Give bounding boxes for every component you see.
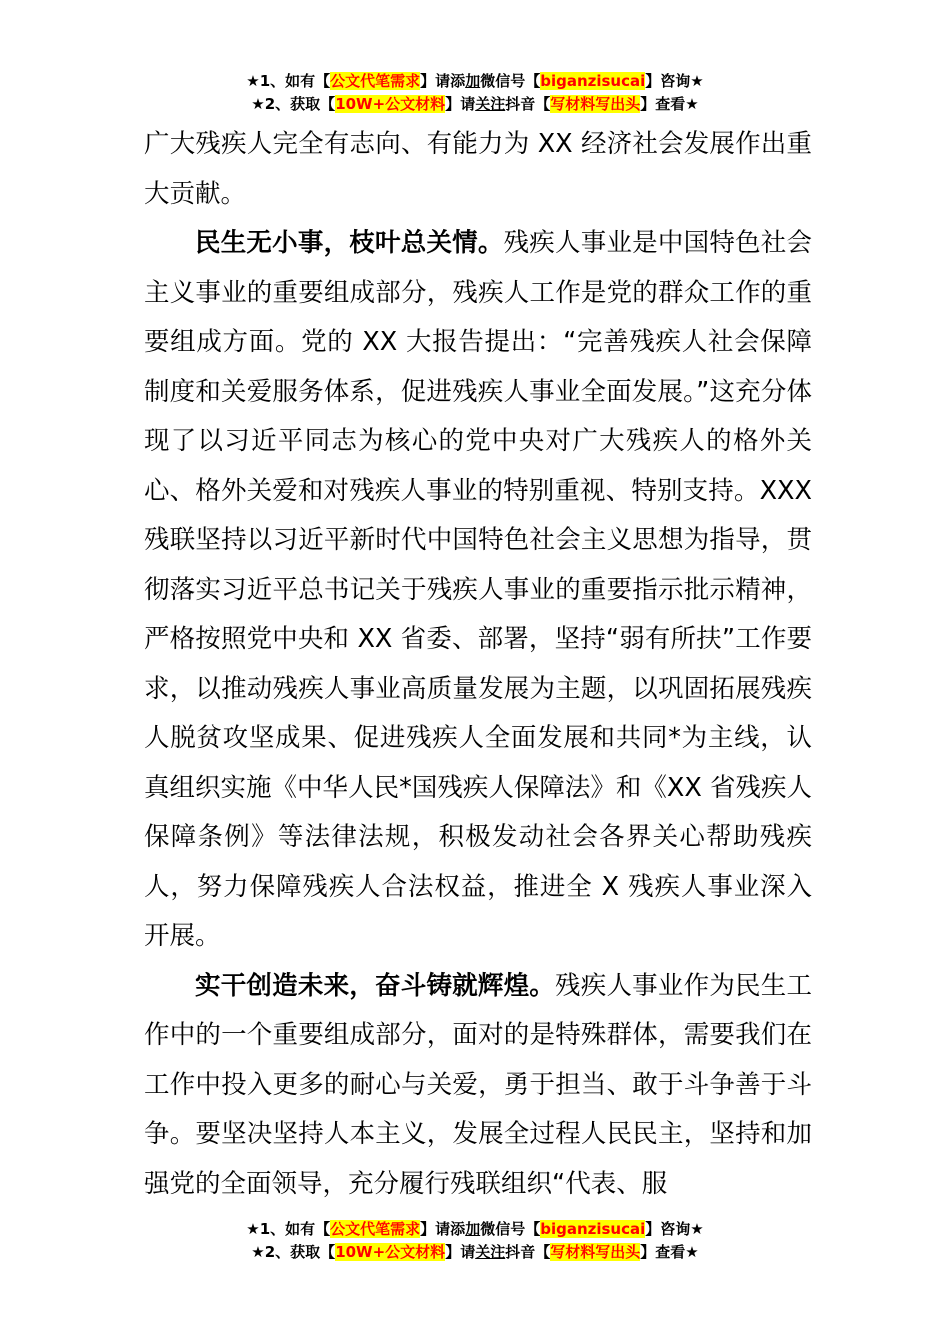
banner-text: 微信号【 (480, 72, 541, 90)
banner-underlined-text: 加 (465, 1220, 481, 1238)
highlight-wechat-id: biganzisucai (540, 1220, 646, 1238)
banner-line-2 (0, 93, 950, 116)
paragraph-3 (144, 962, 812, 1210)
banner-underlined-text: 关注 (475, 95, 506, 113)
banner-line-1 (0, 1218, 950, 1241)
banner-text: 】请添 (420, 72, 466, 90)
banner-text: 】咨询★ (645, 72, 704, 90)
highlight-service: 公文代笔需求 (330, 72, 421, 90)
banner-text: ★2、获取【 (251, 1243, 336, 1261)
paragraph-2 (144, 219, 812, 962)
banner-text: 微信号【 (480, 1220, 541, 1238)
document-body (144, 120, 812, 1209)
paragraph-3-lead: 实干创造未来，奋斗铸就辉煌。 (195, 970, 556, 1001)
paragraph-3-text: 残疾人事业作为民生工作中的一个重要组成部分，面对的是特殊群体，需要我们在工作中投入更多的耐心与关爱，勇于担当、敢于斗争善于斗争。要坚决坚持人本主义，发展全过程人民民主，坚持和加强党的全面领导，充分履行残联组织“代表、服 (144, 970, 812, 1199)
banner-text: ★1、如有【 (246, 72, 331, 90)
banner-line-2 (0, 1241, 950, 1264)
highlight-douyin-account: 写材料写出头 (550, 95, 641, 113)
banner-underlined-text: 加 (465, 72, 481, 90)
banner-text: ★2、获取【 (251, 95, 336, 113)
paragraph-1: 广大残疾人完全有志向、有能力为 XX 经济社会发展作出重大贡献。 (144, 129, 812, 209)
banner-text: 】咨询★ (645, 1220, 704, 1238)
banner-text: 】查看★ (640, 95, 699, 113)
header-banner (0, 70, 950, 116)
banner-line-1 (0, 70, 950, 93)
footer-banner (0, 1218, 950, 1264)
highlight-douyin-account: 写材料写出头 (550, 1243, 641, 1261)
paragraph-2-text: 残疾人事业是中国特色社会主义事业的重要组成部分，残疾人工作是党的群众工作的重要组成方面。党的 XX 大报告提出：“完善残疾人社会保障制度和关爱服务体系，促进残疾人事业全面发展。”这充分体现了以习近平同志为核心的党中央对广大残疾人的格外关心、格外关爱和对残疾人事业的特别重视、特别支持。XXX 残联坚持以习近平新时代中国特色社会主义思想为指导，贯彻落实习近平总书记关于残疾人事业的重要指示批示精神，严格按照党中央和 XX 省委、部署，坚持“弱有所扶”工作要求，以推动残疾人事业高质量发展为主题，以巩固拓展残疾人脱贫攻坚成果、促进残疾人全面发展和共同*为主线，认真组织实施《中华人民*国残疾人保障法》和《XX 省残疾人保障条例》等法律法规，积极发动社会各界关心帮助残疾人，努力保障残疾人合法权益，推进全 X 残疾人事业深入开展。 (144, 228, 812, 951)
highlight-materials: 10W+公文材料 (335, 95, 446, 113)
highlight-materials: 10W+公文材料 (335, 1243, 446, 1261)
paragraph-2-lead: 民生无小事，枝叶总关情。 (195, 228, 504, 258)
banner-underlined-text: 关注 (475, 1243, 506, 1261)
banner-text: 】请 (445, 1243, 476, 1261)
banner-text: 】请 (445, 95, 476, 113)
banner-text: ★1、如有【 (246, 1220, 331, 1238)
highlight-service: 公文代笔需求 (330, 1220, 421, 1238)
banner-text: 抖音【 (505, 95, 551, 113)
banner-text: 抖音【 (505, 1243, 551, 1261)
highlight-wechat-id: biganzisucai (540, 72, 646, 90)
banner-text: 】查看★ (640, 1243, 699, 1261)
banner-text: 】请添 (420, 1220, 466, 1238)
